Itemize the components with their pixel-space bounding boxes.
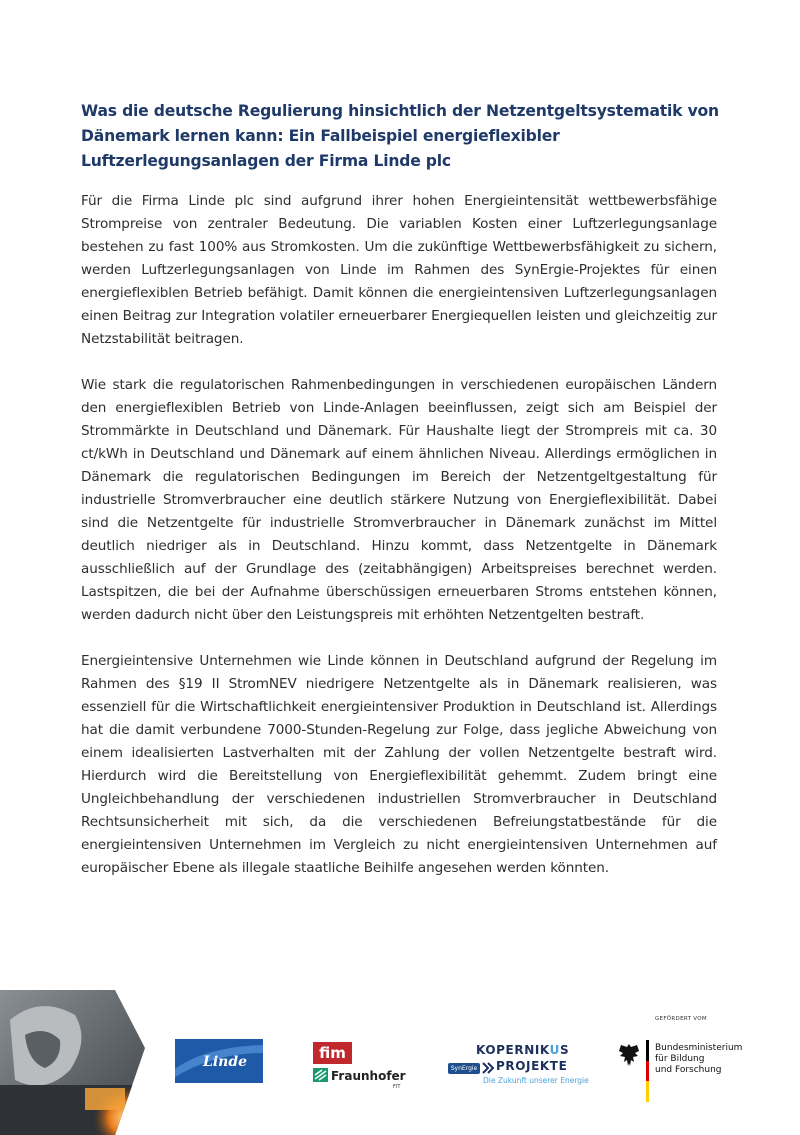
linde-wordmark: Linde xyxy=(203,1054,248,1070)
paragraph-1: Für die Firma Linde plc sind aufgrund ihrer hohen Energieintensität wettbewerbsfähige Strompreise von zentraler Bedeutung. Die variablen Kosten einer Luftzerlegungsanlage bestehen zu fast 100% aus Stromkosten. Um die zukünftige Wettbewerbsfähigkeit zu sichern, werden Luftzerlegungsanlagen von Linde im Rahmen des SynErgie-Projektes für einen energieflexiblen Betrieb befähigt. Damit können die energieintensiven Luftzerlegungsanlagen einen Beitrag zur Integration volatiler erneuerbarer Energiequellen leisten und gleichzeitig zur Netzstabilität beitragen. xyxy=(81,193,717,347)
chevrons-icon xyxy=(482,1061,496,1075)
federal-eagle-icon xyxy=(617,1042,641,1068)
fraunhofer-name: Fraunhofer xyxy=(331,1069,406,1083)
fraunhofer-icon xyxy=(313,1068,328,1082)
document-body xyxy=(81,190,717,903)
kopernikus-title-b: U xyxy=(549,1043,560,1057)
german-flag-stripe xyxy=(646,1040,649,1102)
industrial-worker-photo xyxy=(0,990,145,1135)
paragraph-2: Wie stark die regulatorischen Rahmenbedingungen in verschiedenen europäischen Ländern den energieflexiblen Betrieb von Linde-Anlagen beeinflussen, zeigt sich am Beispiel der Strommärkte in Deutschland und Dänemark. Für Haushalte liegt der Strompreis mit ca. 30 ct/kWh in Deutschland und Dänemark auf einem ähnlichen Niveau. Allerdings ermöglichen in Dänemark die regulatorischen Bedingungen im Bereich der Netzentgeltgestaltung für industrielle Stromverbraucher eine deutlich stärkere Nutzung von Energieflexibilität. Dabei sind die Netzentgelte für industrielle Stromverbraucher in Dänemark zunächst im Mittel deutlich niedriger als in Deutschland. Hinzu kommt, dass Netzentgelte in Dänemark ausschließlich auf der Grundlage des (zeitabhängigen) Arbeitspreises berechnet werden. Lastspitzen, die bei der Aufnahme überschüssigen erneuerbaren Stroms entstehen können, werden dadurch nicht über den Leistungspreis mit erhöhten Netzentgelten bestraft. xyxy=(81,377,717,623)
fraunhofer-logo xyxy=(313,1042,408,1090)
kopernikus-title xyxy=(476,1043,569,1057)
paragraph-3: Energieintensive Unternehmen wie Linde können in Deutschland aufgrund der Regelung im Rahmen des §19 II StromNEV niedrigere Netzentgelte als in Dänemark realisieren, was essenziell für die Wirtschaftlichkeit energieintensiver Produktion in Deutschland ist. Allerdings hat die damit verbundene 7000-Stunden-Regelung zur Folge, dass jegliche Abweichung von einem idealisierten Lastverhalten mit der Zahlung der vollen Netzentgelte bestraft wird. Hierdurch wird die Bereitstellung von Energieflexibilität gehemmt. Zudem bringt eine Ungleichbehandlung der verschiedenen industriellen Stromverbraucher in Deutschland Rechtsunsicherheit mit sich, da die verschiedenen Befreiungstatbestände für die energieintensiven Unternehmen im Vergleich zu nicht energieintensiven Unternehmen auf europäischer Ebene als illegale staatliche Beihilfe angesehen werden könnten. xyxy=(81,653,717,876)
ministry-name: Bundesministerium für Bildung und Forschung xyxy=(655,1043,743,1075)
kopernikus-title-a: KOPERNIK xyxy=(476,1043,550,1057)
synergie-badge: SynErgie xyxy=(448,1063,480,1074)
kopernikus-projekte: PROJEKTE xyxy=(496,1059,568,1073)
kopernikus-title-c: S xyxy=(559,1043,570,1057)
funded-by-label: GEFÖRDERT VOM xyxy=(655,1016,707,1022)
linde-logo xyxy=(175,1039,263,1083)
footer-logos xyxy=(0,990,800,1135)
fraunhofer-sub: FIT xyxy=(393,1084,401,1090)
kopernikus-tagline: Die Zukunft unserer Energie xyxy=(483,1076,589,1085)
bmbf-logo xyxy=(617,1016,767,1126)
kopernikus-logo xyxy=(448,1043,588,1088)
document-title: Was die deutsche Regulierung hinsichtlich der Netzentgeltsystematik von Dänemark lernen kann: Ein Fallbeispiel energieflexibler Luftzerlegungsanlagen der Firma Linde plc xyxy=(81,102,719,170)
fim-mark: fim xyxy=(313,1042,352,1064)
